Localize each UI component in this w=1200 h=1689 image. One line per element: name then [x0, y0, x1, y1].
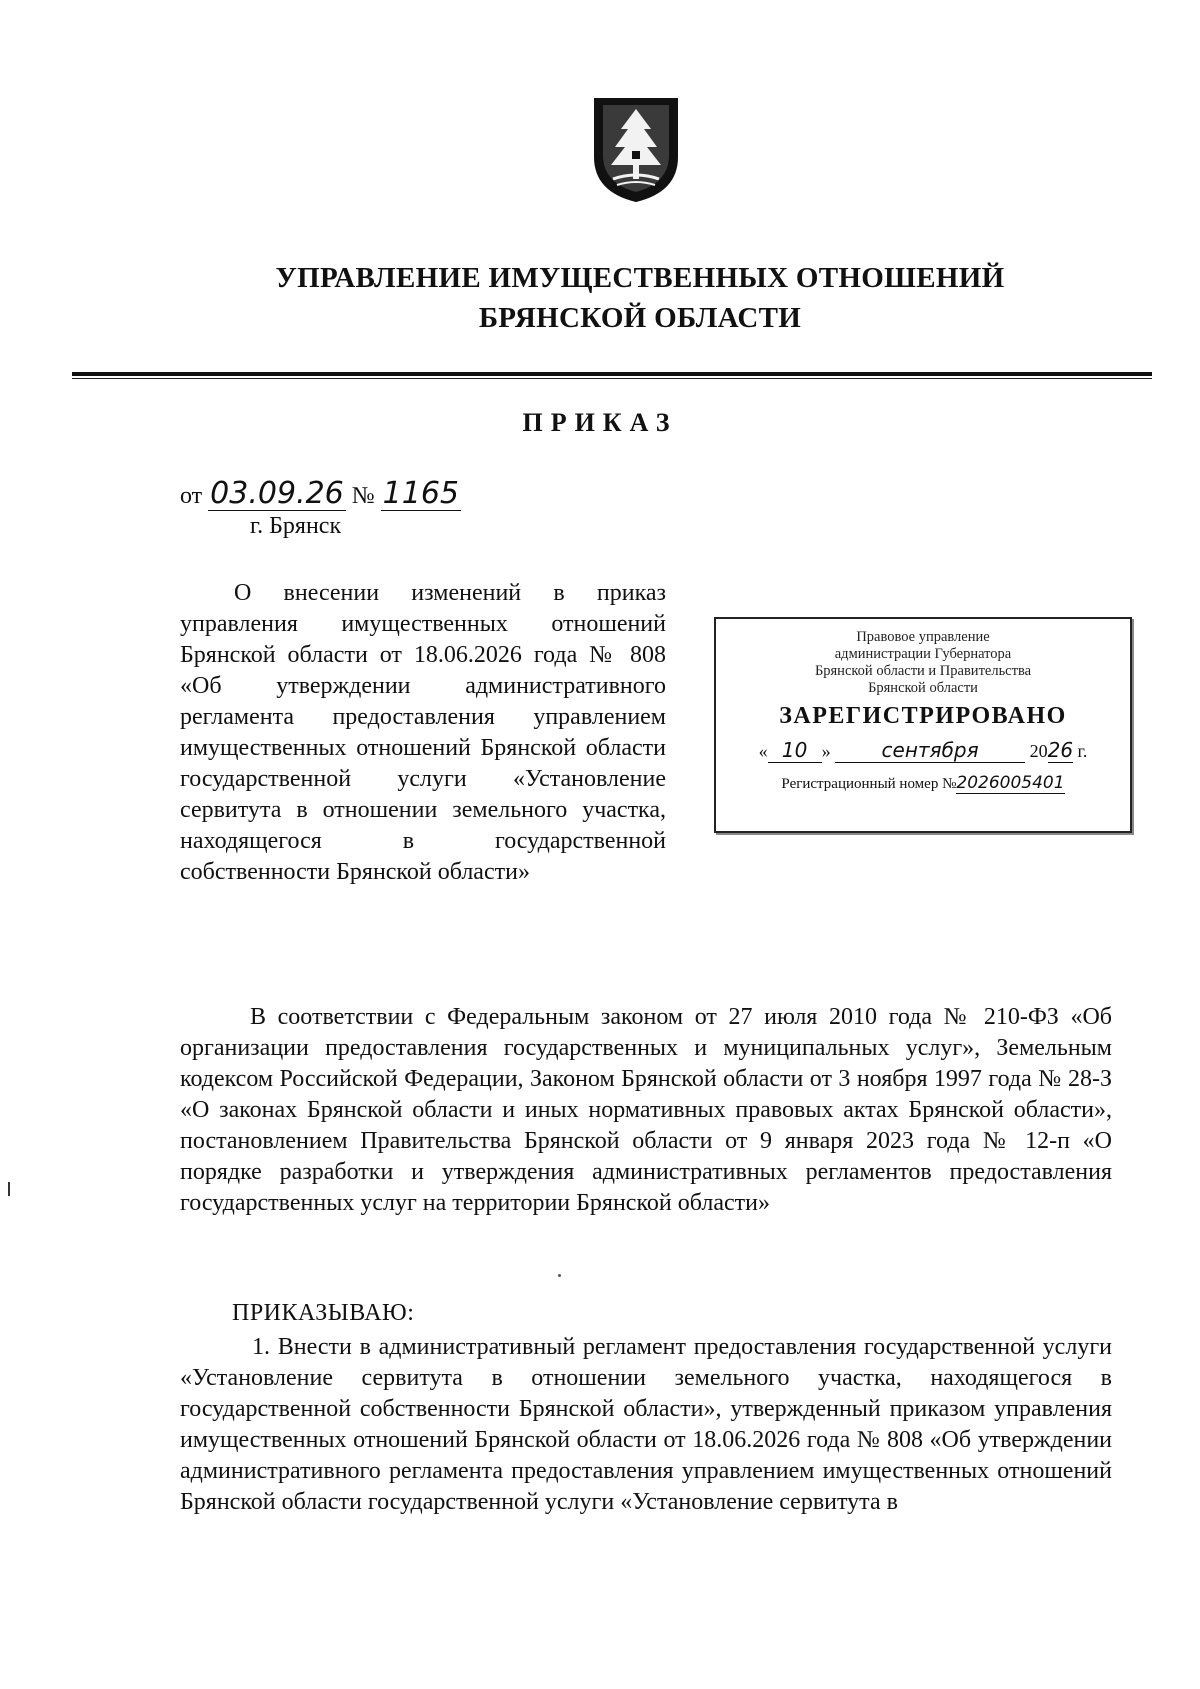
stamp-day-open: « — [758, 741, 768, 761]
scan-dot — [558, 1274, 561, 1277]
stamp-month: сентября — [835, 738, 1025, 763]
order-date-number — [180, 478, 461, 511]
stamp-day: 10 — [768, 738, 822, 763]
date-prefix: от — [180, 483, 203, 509]
organization-title-line2: БРЯНСКОЙ ОБЛАСТИ — [478, 302, 802, 334]
stamp-day-close: » — [821, 741, 831, 761]
document-type-title: ПРИКАЗ — [522, 408, 678, 437]
order-number: 1165 — [382, 476, 460, 511]
order-date: 03.09.26 — [210, 476, 344, 511]
order-subject — [180, 578, 666, 888]
stamp-date — [716, 738, 1130, 763]
preamble-paragraph: В соответствии с Федеральным законом от 27 июля 2010 года № 210-ФЗ «Об организации предоставления государственных и муниципальных услуг», Земельным кодексом Российской Федерации, Законом Брянской области от 3 ноября 1997 года № 28-З «О законах Брянской области и иных нормативных правовых актах Брянской области», постановлением Правительства Брянской области от 9 января 2023 года № 12-п «О порядке разработки и утверждения административных регламентов предоставления государственных услуг на территории Брянской области» — [180, 1004, 1112, 1216]
stamp-line1: Правовое управление — [856, 629, 990, 645]
stamp-year-prefix: 20 — [1029, 741, 1048, 761]
scan-margin-mark — [8, 1182, 10, 1196]
number-sign: № — [351, 483, 375, 509]
order-directive: ПРИКАЗЫВАЮ: — [232, 1300, 415, 1326]
stamp-line4: Брянской области — [868, 680, 978, 696]
stamp-registered: ЗАРЕГИСТРИРОВАНО — [779, 703, 1067, 729]
order-item-1: 1. Внести в административный регламент предоставления государственной услуги «Установление сервитута в отношении земельного участка, находящегося в государственной собственности Брянской области», утвержденный приказом управления имущественных отношений Брянской области от 18.06.2026 года № 808 «Об утверждении административного регламента предоставления управлением имущественных отношений Брянской области государственной услуги «Установление сервитута в — [180, 1334, 1112, 1515]
stamp-year: 26 — [1047, 738, 1074, 762]
stamp-reg-value: 2026005401 — [956, 773, 1065, 793]
stamp-line3: Брянской области и Правительства — [814, 663, 1032, 679]
header-divider-thick — [72, 372, 1152, 376]
organization-title — [200, 258, 1080, 338]
stamp-year-suffix: г. — [1077, 741, 1088, 761]
stamp-line2: администрации Губернатора — [834, 646, 1012, 662]
registration-stamp — [714, 617, 1132, 833]
organization-title-line1: УПРАВЛЕНИЕ ИМУЩЕСТВЕННЫХ ОТНОШЕНИЙ — [275, 262, 1005, 294]
stamp-reg-label: Регистрационный номер № — [781, 776, 957, 792]
order-city: г. Брянск — [250, 513, 342, 539]
bryansk-coat-of-arms-icon — [591, 95, 681, 205]
order-subject-text: О внесении изменений в приказ управления имущественных отношений Брянской области от 18.06.2026 года № 808 «Об утверждении административного регламента предоставления управлением имущественных отношений Брянской области государственной услуги «Установление сервитута в отношении земельного участка, находящегося в государственной собственности Брянской области» — [180, 580, 666, 885]
header-divider-thin — [72, 378, 1152, 379]
stamp-reg-number — [716, 773, 1130, 794]
